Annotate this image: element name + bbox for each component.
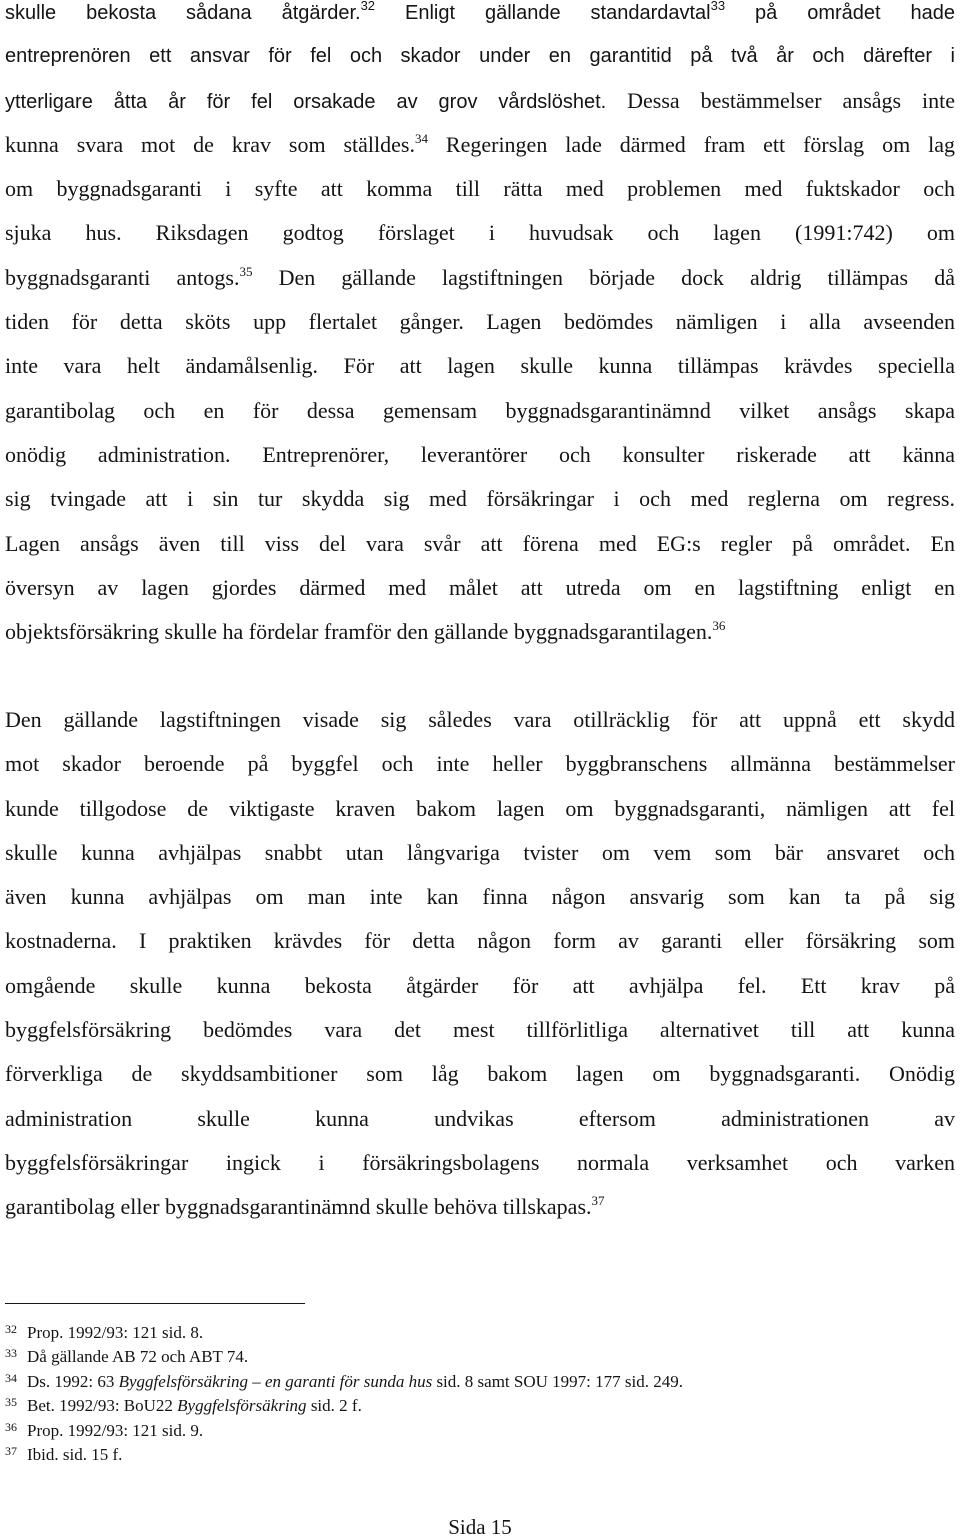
text-line: mot skador beroende på byggfel och inte heller byggbranschens allmänna bestämmelser — [5, 751, 955, 777]
footnote-ref: 37 — [591, 1193, 605, 1209]
footnote-text: Prop. 1992/93: 121 sid. 8. — [27, 1323, 204, 1342]
footnote-ref: 35 — [239, 263, 253, 279]
text-line: omgående skulle kunna bekosta åtgärder för att avhjälpa fel. Ett krav på — [5, 972, 955, 998]
text-line: även kunna avhjälpas om man inte kan finna någon ansvarig som kan ta på sig — [5, 884, 955, 910]
text-line — [5, 610, 955, 654]
footnote-item: 34 Ds. 1992: 63 Byggfelsförsäkring – en garanti för sunda hus sid. 8 samt SOU 1997: 177 sid. 249. — [5, 1370, 683, 1391]
text-line — [5, 1185, 955, 1229]
text-line: Lagen ansågs även till viss del vara svår att förena med EG:s regler på området. En — [5, 530, 955, 556]
footnote-ref: 34 — [414, 130, 428, 146]
text-line: byggfelsförsäkring bedömdes vara det mest tillförlitliga alternativet till att kunna — [5, 1017, 955, 1043]
text-line: onödig administration. Entreprenörer, leverantörer och konsulter riskerade att känna — [5, 441, 955, 467]
footnote-text: Då gällande AB 72 och ABT 74. — [27, 1347, 249, 1367]
text-line — [5, 0, 955, 34]
text-run: på området hade — [725, 2, 955, 24]
text-line: tiden för detta sköts upp flertalet gånger. Lagen bedömdes nämligen i alla avseenden — [5, 309, 955, 335]
footnote-item: 33 Då gällande AB 72 och ABT 74. — [5, 1346, 249, 1367]
footnote-item: 36 Prop. 1992/93: 121 sid. 9. — [5, 1419, 204, 1440]
footnote-ref: 33 — [710, 0, 726, 13]
text-line: kunde tillgodose de viktigaste kraven bakom lagen om byggnadsgaranti, nämligen att fel — [5, 795, 955, 821]
text-run: objektsförsäkring skulle ha fördelar framför den gällande byggnadsgarantilagen. — [5, 619, 713, 645]
footnote-text: Bet. 1992/93: BoU22 — [27, 1396, 178, 1416]
text-line: administration skulle kunna undvikas eftersom administrationen av — [5, 1105, 955, 1131]
text-run: Regeringen lade därmed fram ett förslag om lag — [427, 131, 955, 157]
text-run: kunna svara mot de krav som ställdes. — [5, 131, 415, 157]
text-line: förverkliga de skyddsambitioner som låg bakom lagen om byggnadsgaranti. Onödig — [5, 1061, 955, 1087]
text-run: Dessa bestämmelser ansågs inte — [606, 87, 955, 113]
footnote-text: sid. 2 f. — [306, 1396, 362, 1416]
footnote-item: 35 Bet. 1992/93: BoU22 Byggfelsförsäkring sid. 2 f. — [5, 1395, 362, 1416]
text-line — [5, 256, 955, 300]
text-run: Enligt gällande standardavtal — [375, 2, 711, 24]
text-line: byggfelsförsäkringar ingick i försäkringsbolagens normala verksamhet och varken — [5, 1149, 955, 1175]
footnote-item: 32 Prop. 1992/93: 121 sid. 8. — [5, 1322, 204, 1342]
footnote-text: Ibid. sid. 15 f. — [27, 1444, 123, 1464]
text-line — [5, 79, 955, 123]
text-run: skulle bekosta sådana åtgärder. — [5, 2, 361, 24]
footnote-text: Prop. 1992/93: 121 sid. 9. — [27, 1420, 204, 1440]
text-line: entreprenören ett ansvar för fel och skador under en garantitid på två år och därefter i — [5, 45, 955, 68]
text-line — [5, 123, 955, 167]
text-line: garantibolag och en för dessa gemensam byggnadsgarantinämnd vilket ansågs skapa — [5, 397, 955, 423]
footnote-ref: 32 — [360, 0, 376, 13]
text-line: sjuka hus. Riksdagen godtog förslaget i huvudsak och lagen (1991:742) om — [5, 220, 955, 246]
text-line: Den gällande lagstiftningen visade sig således vara otillräcklig för att uppnå ett skydd — [5, 707, 955, 732]
text-line: sig tvingade att i sin tur skydda sig med försäkringar i och med reglerna om regress. — [5, 486, 955, 512]
footnote-title: Byggfelsförsäkring – en garanti för sunda hus — [118, 1371, 433, 1391]
text-line: översyn av lagen gjordes därmed med målet att utreda om en lagstiftning enligt en — [5, 574, 955, 600]
footnote-separator — [5, 1303, 305, 1304]
footnote-text: sid. 8 samt SOU 1997: 177 sid. 249. — [432, 1371, 683, 1391]
text-run: ytterligare åtta år för fel orsakade av grov vårdslöshet. — [5, 90, 607, 113]
text-line: inte vara helt ändamålsenlig. För att lagen skulle kunna tillämpas krävdes speciella — [5, 353, 955, 379]
page-number: Sida 15 — [448, 1515, 512, 1539]
text-line: kostnaderna. I praktiken krävdes för detta någon form av garanti eller försäkring som — [5, 928, 955, 954]
text-run: Den gällande lagstiftningen började dock aldrig tillämpas då — [252, 264, 955, 290]
paragraph-1 — [5, 0, 955, 654]
paragraph-2 — [5, 698, 955, 1230]
footnote-text: Ds. 1992: 63 — [27, 1371, 119, 1391]
footnote-title: Byggfelsförsäkring — [177, 1396, 307, 1416]
text-run: garantibolag eller byggnadsgarantinämnd skulle behöva tillskapas. — [5, 1194, 592, 1220]
footnote-ref: 36 — [712, 618, 726, 634]
footnotes — [5, 1321, 955, 1467]
text-line: om byggnadsgaranti i syfte att komma till rätta med problemen med fuktskador och — [5, 176, 955, 202]
footnote-item: 37 Ibid. sid. 15 f. — [5, 1443, 123, 1464]
text-line: skulle kunna avhjälpas snabbt utan långvariga tvister om vem som bär ansvaret och — [5, 839, 955, 865]
text-run: byggnadsgaranti antogs. — [5, 264, 240, 290]
